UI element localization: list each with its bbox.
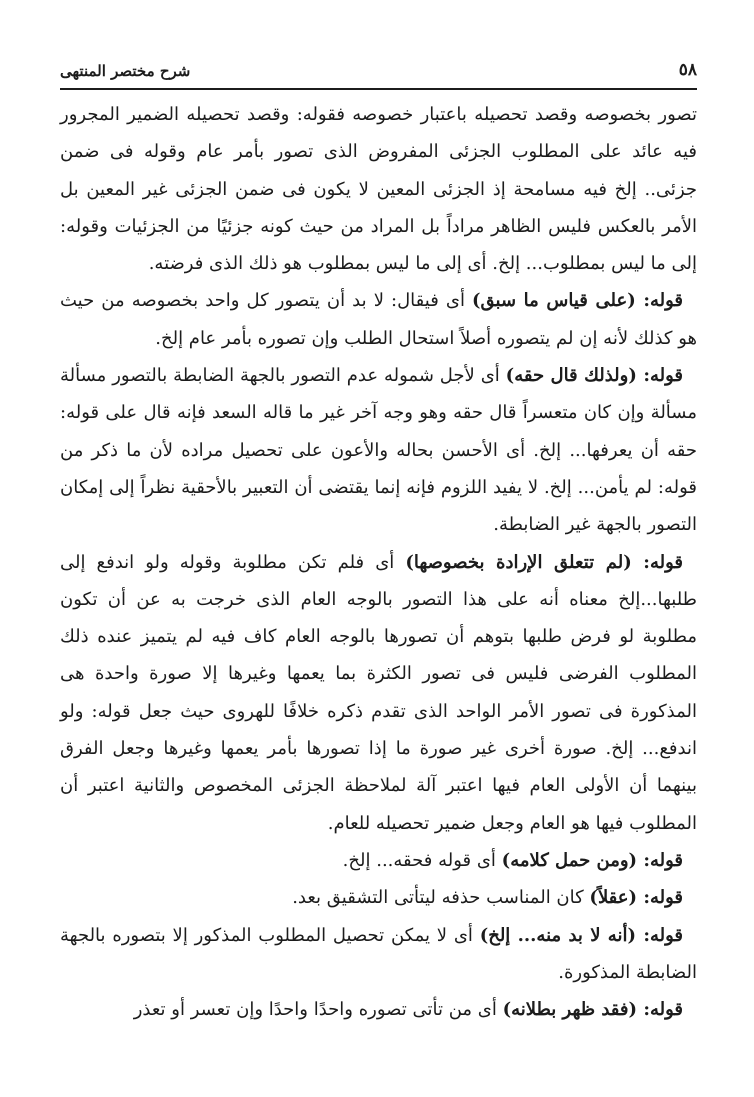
paragraph: [60, 357, 697, 543]
lemma-quote: (عقلاً): [589, 887, 638, 909]
lemma-quote: (على قياس ما سبق): [472, 290, 636, 312]
commentary-body: [60, 96, 697, 1028]
lemma-lead: قوله:: [637, 849, 683, 871]
paragraph: [60, 282, 697, 357]
lemma-lead: قوله:: [636, 924, 683, 946]
paragraph-text: أى قوله فحقه... إلخ.: [342, 849, 502, 871]
paragraph: [60, 96, 697, 282]
paragraph-text: أى فلم تكن مطلوبة وقوله ولو اندفع إلى طلبها...إلخ معناه أنه على هذا التصور بالوجه العام الذى خرجت به عن أن تكون مطلوبة لو فرض طلبها بتوهم أن تصورها بالوجه العام كاف فيه لم يتميز عنده ذلك المطلوب الفرضى فليس فى تصور الكثرة بما يعمها وغيرها إلا صورة واحدة هى المذكورة فى تصور الأمر الواحد الذى تقدم ذكره خلافًا للهروى حيث جعل قوله: ولو اندفع... إلخ. صورة أخرى غير صورة ما إذا تصورها بأمر يعمها وغيرها وجعل الفرق بينهما أن الأولى العام فيها اعتبر آلة لملاحظة الجزئى المخصوص والثانية اعتبر أن المطلوب فيها هو العام وجعل ضمير تحصيله للعام.: [60, 551, 697, 834]
paragraph: [60, 991, 697, 1028]
lemma-quote: (ولذلك قال حقه): [505, 365, 637, 387]
lemma-quote: (أنه لا بد منه... إلخ): [479, 924, 636, 946]
paragraph-text: تصور بخصوصه وقصد تحصيله باعتبار خصوصه فقوله: وقصد تحصيله الضمير المجرور فيه عائد على المطلوب الجزئى المفروض الذى تصور بأمر عام وقوله فى ضمن جزئى.. إلخ فيه مسامحة إذ الجزئى المعين لا يكون فى ضمن الجزئى غير المعين بل الأمر بالعكس فليس الظاهر مراداً بل المراد من حيث كونه جزئيًا من الجزئيات وقوله: إلى ما ليس بمطلوب... إلخ. أى إلى ما ليس بمطلوب هو ذلك الذى فرضته.: [60, 104, 697, 275]
running-title: شرح مختصر المنتهى: [60, 62, 191, 80]
paragraph: [60, 842, 697, 879]
paragraph-text: كان المناسب حذفه ليتأتى التشقيق بعد.: [292, 887, 590, 909]
paragraph-text: أى لا يمكن تحصيل المطلوب المذكور إلا بتصوره بالجهة الضابطة المذكورة.: [60, 924, 697, 983]
lemma-quote: (لم تتعلق الإرادة بخصوصها): [405, 551, 632, 573]
paragraph-text: أى لأجل شموله عدم التصور بالجهة الضابطة بالتصور مسألة مسألة وإن كان متعسراً قال حقه وهو وجه آخر غير ما قاله السعد فإنه قال على قوله: حقه أن يعرفها... إلخ. أى الأحسن بحاله والأعون على تحصيل مراده لأن ما ذكر من قوله: لم يأمن... إلخ. لا يفيد اللزوم فإنه إنما يقتضى أن التعبير بالأحقية نظراً إلى إمكان التصور بالجهة غير الضابطة.: [60, 365, 697, 536]
lemma-quote: (ومن حمل كلامه): [501, 849, 638, 871]
paragraph: [60, 879, 697, 916]
lemma-lead: قوله:: [637, 887, 683, 909]
lemma-lead: قوله:: [635, 290, 684, 312]
paragraph-text: أى فيقال: لا بد أن يتصور كل واحد بخصوصه من حيث هو كذلك لأنه إن لم يتصوره أصلاً استحال الطلب وإن تصوره بأمر عام إلخ.: [60, 290, 697, 349]
paragraph-text: أى من تأتى تصوره واحدًا واحدًا وإن تعسر أو تعذر: [133, 999, 503, 1021]
paragraph: [60, 544, 697, 842]
page-header: [60, 58, 697, 86]
page-number: ٥٨: [678, 60, 697, 80]
lemma-quote: (فقد ظهر بطلانه): [502, 999, 638, 1021]
header-rule: [60, 88, 697, 90]
lemma-lead: قوله:: [636, 365, 683, 387]
lemma-lead: قوله:: [637, 999, 683, 1021]
paragraph: [60, 917, 697, 992]
lemma-lead: قوله:: [631, 551, 683, 573]
